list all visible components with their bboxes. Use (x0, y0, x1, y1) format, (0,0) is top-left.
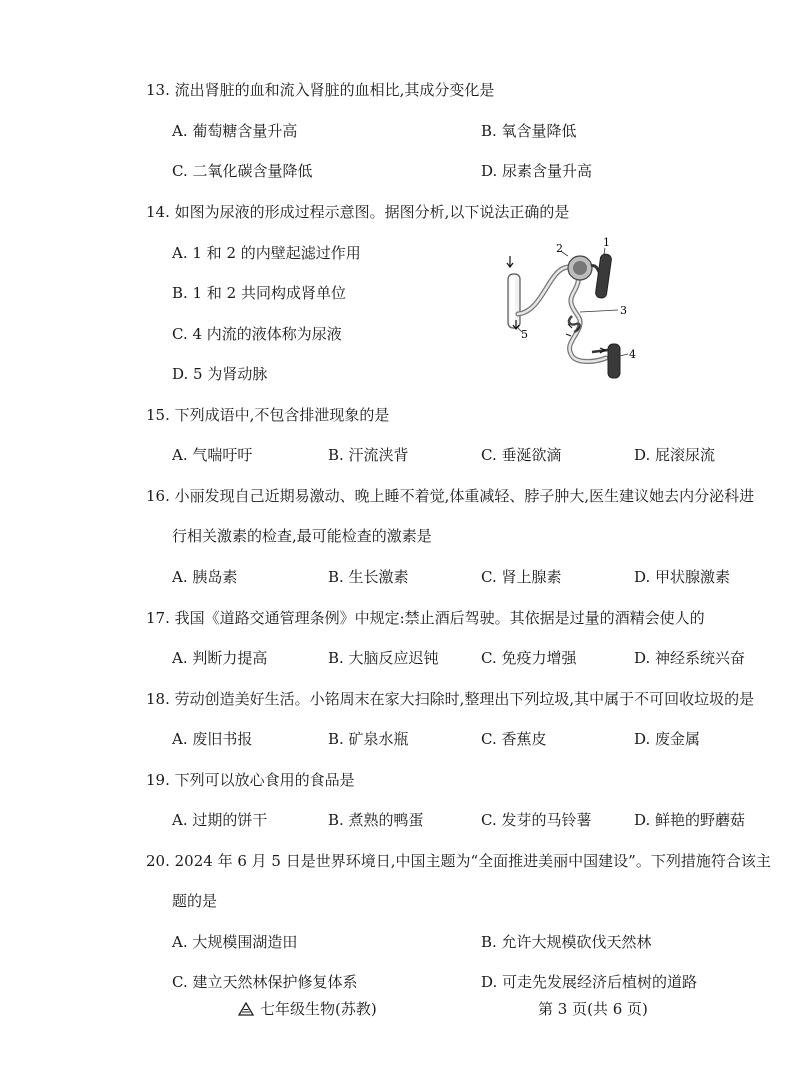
question-13-stem: 13. 流出肾脏的血和流入肾脏的血相比,其成分变化是 (146, 81, 495, 99)
q19-option-b: B. 煮熟的鸭蛋 (328, 811, 424, 829)
q17-option-b: B. 大脑反应迟钝 (328, 649, 439, 667)
question-14-stem: 14. 如图为尿液的形成过程示意图。据图分析,以下说法正确的是 (146, 203, 570, 221)
q16-option-d: D. 甲状腺激素 (634, 568, 731, 586)
question-16-stem-cont: 行相关激素的检查,最可能检查的激素是 (172, 527, 432, 545)
q13-option-d: D. 尿素含量升高 (481, 162, 593, 180)
label-3: 3 (620, 304, 627, 317)
q17-option-a: A. 判断力提高 (172, 649, 268, 667)
q18-option-b: B. 矿泉水瓶 (328, 730, 409, 748)
q16-option-b: B. 生长激素 (328, 568, 409, 586)
question-16-stem: 16. 小丽发现自己近期易激动、晚上睡不着觉,体重减轻、脖子肿大,医生建议她去内分泌科进 (146, 487, 755, 505)
q20-option-d: D. 可走先发展经济后植树的道路 (481, 973, 698, 991)
q20-option-a: A. 大规模围湖造田 (172, 933, 298, 951)
question-18-stem: 18. 劳动创造美好生活。小铭周末在家大扫除时,整理出下列垃圾,其中属于不可回收垃圾的是 (146, 690, 755, 708)
question-20-stem-cont: 题的是 (172, 892, 218, 910)
q19-option-c: C. 发芽的马铃薯 (481, 811, 592, 829)
label-4: 4 (629, 348, 636, 361)
question-20-stem: 20. 2024 年 6 月 5 日是世界环境日,中国主题为“全面推进美丽中国建设”。下列措施符合该主 (146, 852, 771, 870)
q17-option-d: D. 神经系统兴奋 (634, 649, 746, 667)
q18-option-c: C. 香蕉皮 (481, 730, 547, 748)
footer-page-number: 第 3 页(共 6 页) (538, 1000, 648, 1018)
q14-option-c: C. 4 内流的液体称为尿液 (172, 325, 342, 343)
q17-option-c: C. 免疫力增强 (481, 649, 577, 667)
q18-option-d: D. 废金属 (634, 730, 701, 748)
q15-option-a: A. 气喘吁吁 (172, 446, 253, 464)
q16-option-c: C. 肾上腺素 (481, 568, 562, 586)
q18-option-a: A. 废旧书报 (172, 730, 253, 748)
q15-option-c: C. 垂涎欲滴 (481, 446, 562, 464)
q13-option-b: B. 氧含量降低 (481, 122, 577, 140)
label-5: 5 (521, 328, 528, 341)
q20-option-b: B. 允许大规模砍伐天然林 (481, 933, 652, 951)
question-15-stem: 15. 下列成语中,不包含排泄现象的是 (146, 406, 390, 424)
q14-option-b: B. 1 和 2 共同构成肾单位 (172, 284, 346, 302)
label-2: 2 (556, 242, 563, 255)
q19-option-d: D. 鲜艳的野蘑菇 (634, 811, 746, 829)
q14-option-a: A. 1 和 2 的内壁起滤过作用 (172, 244, 361, 262)
q20-option-c: C. 建立天然林保护修复体系 (172, 973, 358, 991)
q14-option-d: D. 5 为肾动脉 (172, 365, 268, 383)
question-17-stem: 17. 我国《道路交通管理条例》中规定:禁止酒后驾驶。其依据是过量的酒精会使人的 (146, 609, 705, 627)
q13-option-a: A. 葡萄糖含量升高 (172, 122, 298, 140)
nephron-diagram (496, 234, 646, 384)
q19-option-a: A. 过期的饼干 (172, 811, 268, 829)
question-19-stem: 19. 下列可以放心食用的食品是 (146, 771, 355, 789)
q16-option-a: A. 胰岛素 (172, 568, 238, 586)
footer-subject: 七年级生物(苏教) (260, 1000, 377, 1018)
publisher-logo-icon (238, 1002, 254, 1016)
q15-option-d: D. 屁滚尿流 (634, 446, 716, 464)
q15-option-b: B. 汗流浃背 (328, 446, 409, 464)
label-1: 1 (603, 236, 610, 249)
q13-option-c: C. 二氧化碳含量降低 (172, 162, 313, 180)
